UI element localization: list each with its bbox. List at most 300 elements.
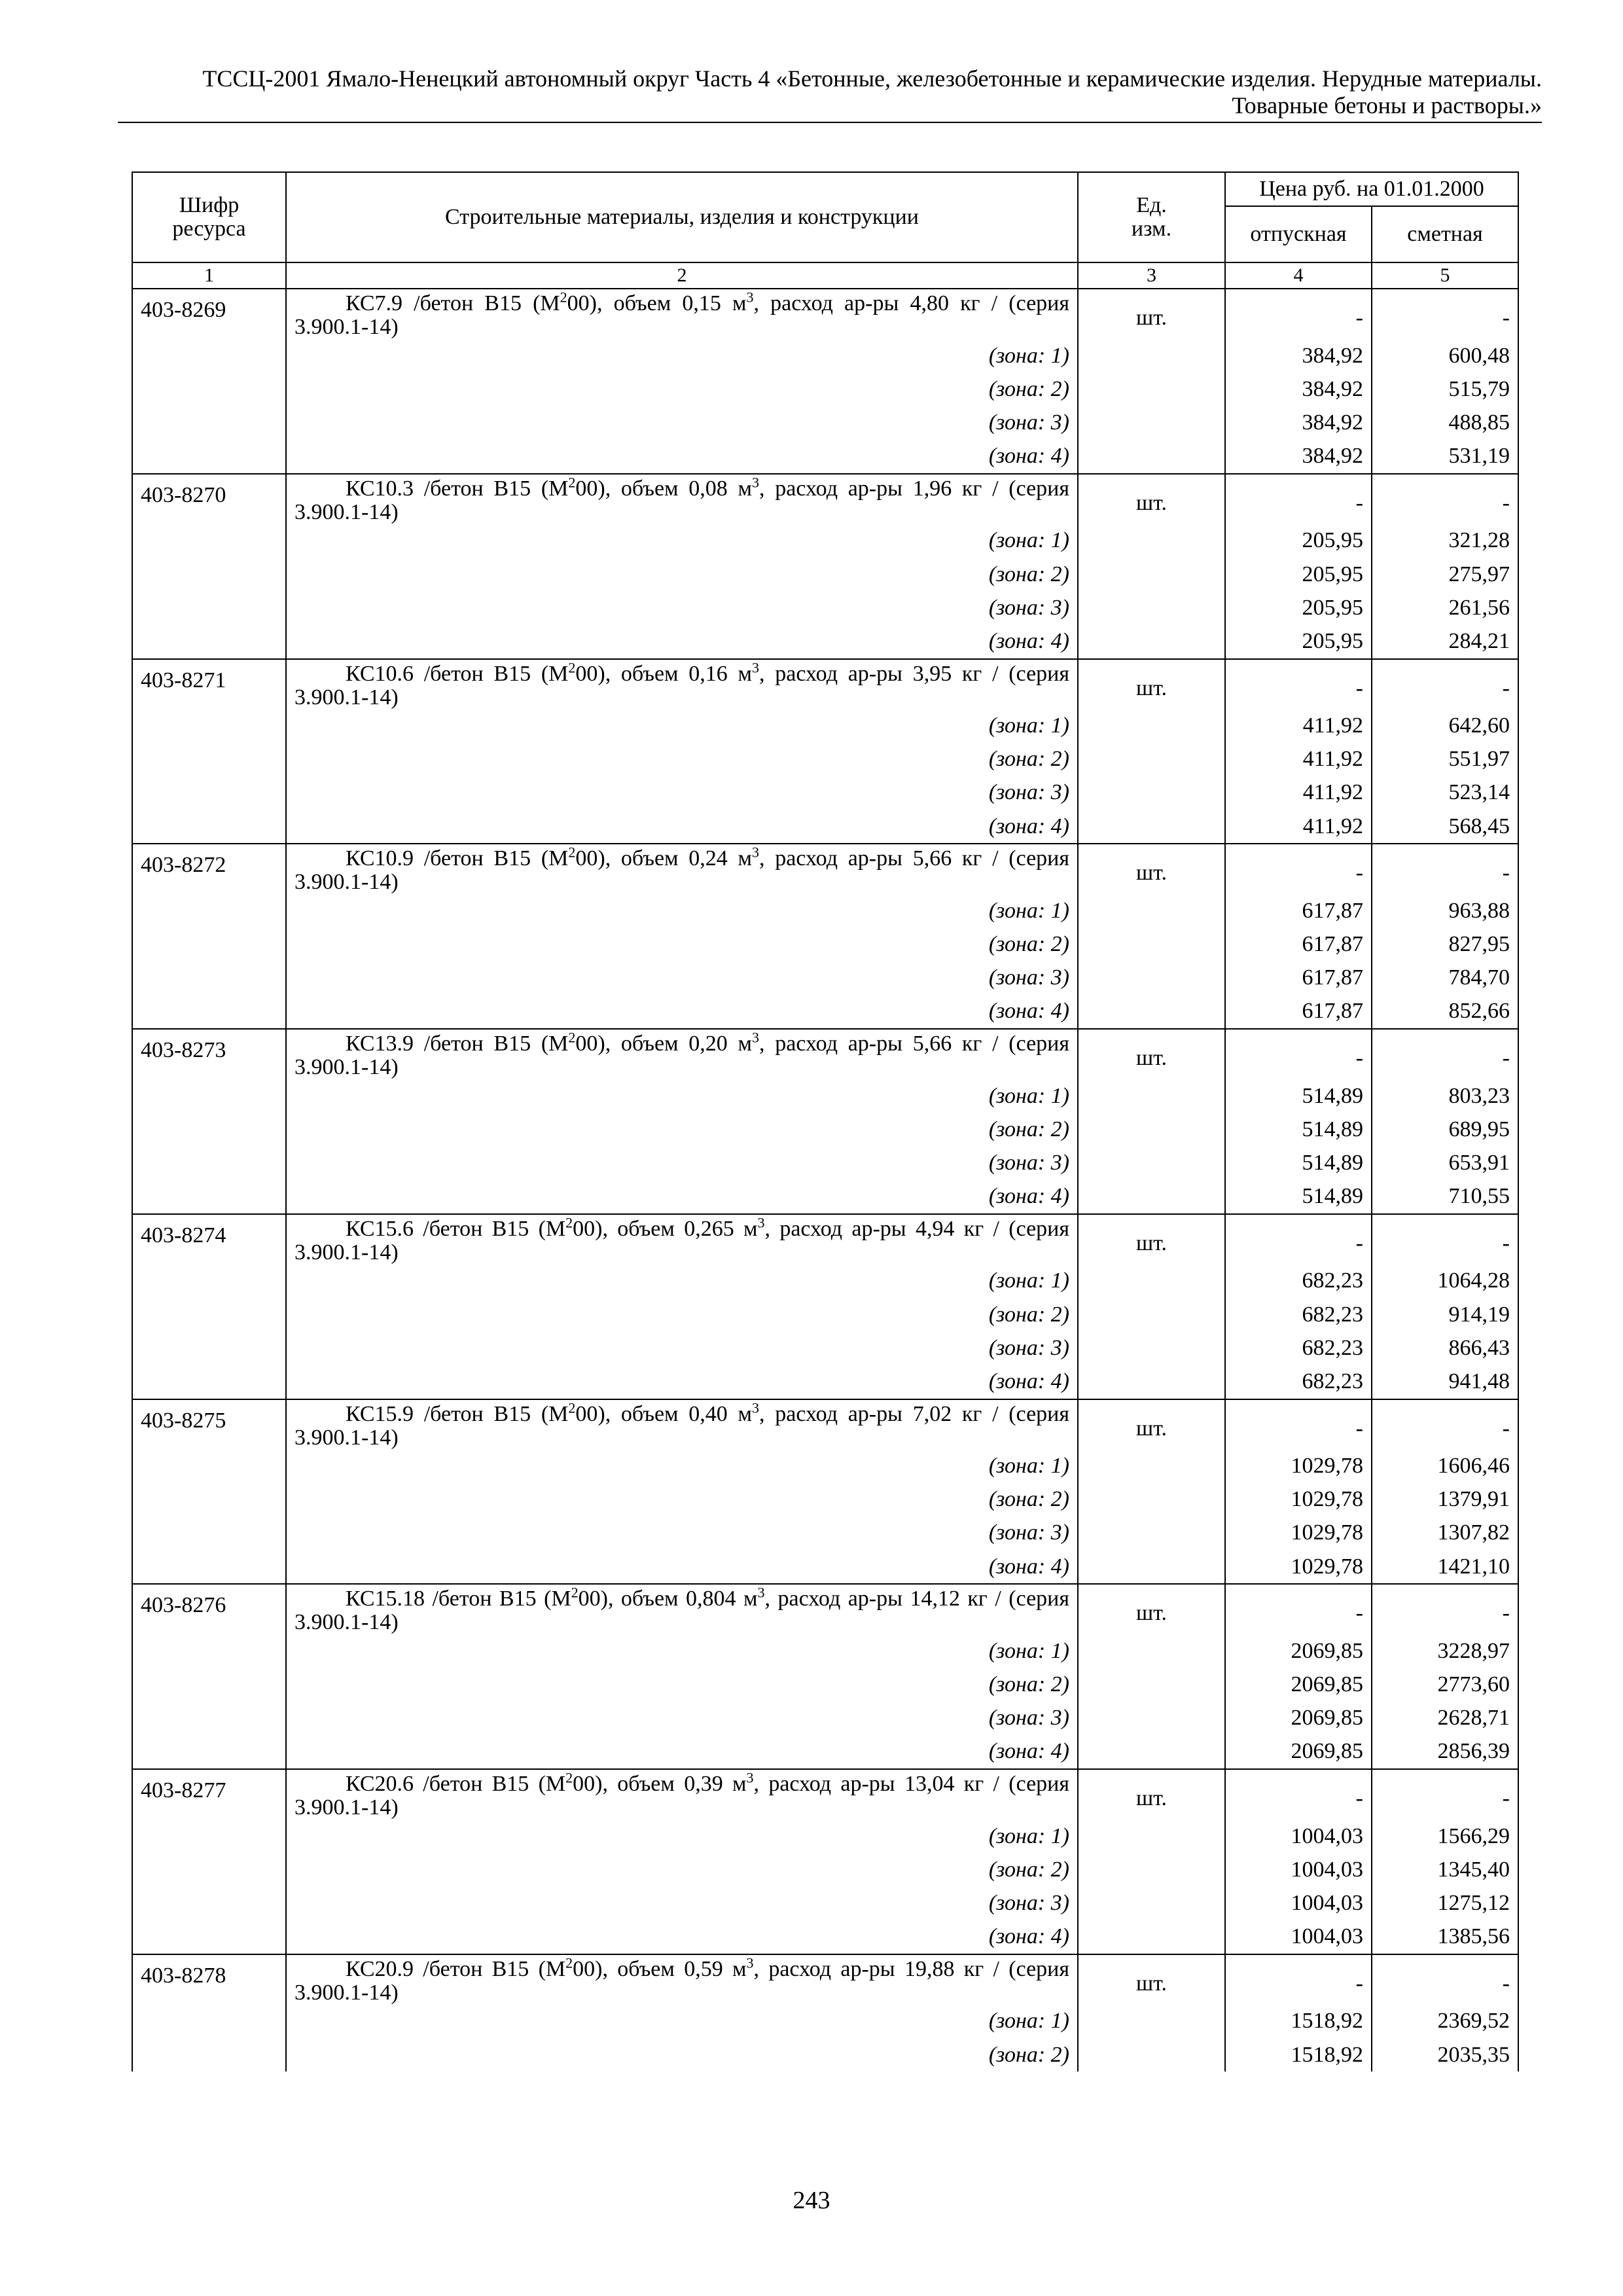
description-part-3: , расход ар-ры 13,04 кг / (серия 3.900.1-14) xyxy=(294,1772,1070,1820)
superscript-3: 3 xyxy=(752,1029,760,1046)
release-price: - xyxy=(1225,1769,1372,1820)
superscript-2: 2 xyxy=(568,659,576,676)
zone-estimate-price: 689,95 xyxy=(1372,1113,1518,1146)
superscript-2: 2 xyxy=(571,1584,579,1601)
superscript-2: 2 xyxy=(565,1769,573,1786)
item-description xyxy=(286,1214,1078,1265)
item-description-text xyxy=(294,474,1070,524)
header-line-1: ТССЦ-2001 Ямало-Ненецкий автономный округ Часть 4 «Бетонные, железобетонные и керамические изделия. Нерудные материалы. xyxy=(202,65,1542,92)
zone-release-price: 1518,92 xyxy=(1225,2038,1372,2072)
item-description xyxy=(286,659,1078,709)
zone-row xyxy=(132,927,1518,961)
description-part-1: КС15.18 /бетон В15 (М xyxy=(346,1587,571,1611)
release-price: - xyxy=(1225,844,1372,894)
superscript-2: 2 xyxy=(565,1214,573,1231)
zone-estimate-price: 2628,71 xyxy=(1372,1702,1518,1735)
zone-estimate-price: 488,85 xyxy=(1372,406,1518,439)
resource-code: 403-8269 xyxy=(132,289,286,474)
zone-release-price: 2069,85 xyxy=(1225,1668,1372,1701)
item-description xyxy=(286,474,1078,524)
zone-release-price: 682,23 xyxy=(1225,1331,1372,1365)
zone-estimate-price: 3228,97 xyxy=(1372,1634,1518,1668)
zone-label: (зона: 1) xyxy=(286,1265,1078,1298)
zone-row xyxy=(132,1702,1518,1735)
description-part-3: , расход ар-ры 4,80 кг / (серия 3.900.1-14) xyxy=(294,291,1070,339)
col-number-4: 4 xyxy=(1225,262,1372,289)
zone-row xyxy=(132,624,1518,658)
zone-estimate-price: 1385,56 xyxy=(1372,1920,1518,1954)
release-price: - xyxy=(1225,1584,1372,1634)
resource-code: 403-8278 xyxy=(132,1954,286,2072)
zone-unit-cell xyxy=(1078,1920,1225,1954)
zone-label: (зона: 1) xyxy=(286,1820,1078,1853)
zone-estimate-price: 284,21 xyxy=(1372,624,1518,658)
zone-label: (зона: 3) xyxy=(286,1886,1078,1920)
zone-row xyxy=(132,1516,1518,1550)
col-name-header: Строительные материалы, изделия и конструкции xyxy=(286,172,1078,262)
zone-label: (зона: 4) xyxy=(286,1550,1078,1584)
zone-row xyxy=(132,1886,1518,1920)
zone-release-price: 1029,78 xyxy=(1225,1550,1372,1584)
superscript-2: 2 xyxy=(560,289,567,306)
release-price: - xyxy=(1225,1029,1372,1079)
zone-release-price: 2069,85 xyxy=(1225,1735,1372,1769)
zone-unit-cell xyxy=(1078,1886,1225,1920)
zone-unit-cell xyxy=(1078,743,1225,776)
unit-cell: шт. xyxy=(1078,1029,1225,1079)
zone-unit-cell xyxy=(1078,1450,1225,1483)
zone-unit-cell xyxy=(1078,591,1225,624)
zone-unit-cell xyxy=(1078,624,1225,658)
zone-unit-cell xyxy=(1078,995,1225,1029)
estimate-price: - xyxy=(1372,289,1518,339)
estimate-price: - xyxy=(1372,1214,1518,1265)
release-price: - xyxy=(1225,659,1372,709)
zone-release-price: 2069,85 xyxy=(1225,1634,1372,1668)
zone-row xyxy=(132,1550,1518,1584)
unit-cell: шт. xyxy=(1078,1399,1225,1450)
zone-label: (зона: 2) xyxy=(286,372,1078,406)
zone-release-price: 514,89 xyxy=(1225,1180,1372,1214)
zone-estimate-price: 261,56 xyxy=(1372,591,1518,624)
zone-label: (зона: 4) xyxy=(286,440,1078,474)
unit-cell: шт. xyxy=(1078,659,1225,709)
zone-unit-cell xyxy=(1078,1146,1225,1179)
table-body xyxy=(132,289,1518,2072)
zone-estimate-price: 710,55 xyxy=(1372,1180,1518,1214)
zone-label: (зона: 3) xyxy=(286,961,1078,995)
superscript-3: 3 xyxy=(746,1954,754,1971)
zone-release-price: 411,92 xyxy=(1225,776,1372,810)
item-description-text xyxy=(294,1584,1070,1635)
col-number-5: 5 xyxy=(1372,262,1518,289)
superscript-2: 2 xyxy=(568,474,576,491)
zone-estimate-price: 1345,40 xyxy=(1372,1853,1518,1886)
zone-row xyxy=(132,1146,1518,1179)
description-part-1: КС10.9 /бетон В15 (М xyxy=(346,846,569,871)
zone-estimate-price: 653,91 xyxy=(1372,1146,1518,1179)
zone-label: (зона: 4) xyxy=(286,995,1078,1029)
superscript-3: 3 xyxy=(752,844,760,861)
item-description-text xyxy=(294,1214,1070,1265)
zone-label: (зона: 3) xyxy=(286,1331,1078,1365)
zone-estimate-price: 2773,60 xyxy=(1372,1668,1518,1701)
col-price-header: Цена руб. на 01.01.2000 xyxy=(1225,172,1518,206)
zone-row xyxy=(132,1079,1518,1113)
description-part-1: КС15.9 /бетон В15 (М xyxy=(346,1401,569,1426)
col-unit-header: Ед. изм. xyxy=(1078,172,1225,262)
zone-row xyxy=(132,1853,1518,1886)
zone-row xyxy=(132,961,1518,995)
release-price: - xyxy=(1225,1214,1372,1265)
zone-release-price: 205,95 xyxy=(1225,558,1372,591)
zone-row xyxy=(132,406,1518,439)
estimate-price: - xyxy=(1372,1029,1518,1079)
zone-unit-cell xyxy=(1078,440,1225,474)
description-part-3: , расход ар-ры 7,02 кг / (серия 3.900.1-14) xyxy=(294,1401,1070,1450)
zone-label: (зона: 2) xyxy=(286,1483,1078,1516)
description-part-2: 00), объем 0,16 м xyxy=(575,661,753,686)
zone-row xyxy=(132,1820,1518,1853)
zone-unit-cell xyxy=(1078,1365,1225,1399)
estimate-price: - xyxy=(1372,844,1518,894)
col-estimate-header: сметная xyxy=(1372,206,1518,262)
estimate-price: - xyxy=(1372,659,1518,709)
zone-release-price: 411,92 xyxy=(1225,743,1372,776)
superscript-3: 3 xyxy=(746,289,754,306)
zone-unit-cell xyxy=(1078,2038,1225,2072)
resource-code: 403-8277 xyxy=(132,1769,286,1954)
zone-release-price: 617,87 xyxy=(1225,961,1372,995)
zone-estimate-price: 963,88 xyxy=(1372,894,1518,927)
zone-label: (зона: 1) xyxy=(286,894,1078,927)
zone-row xyxy=(132,372,1518,406)
unit-cell: шт. xyxy=(1078,1769,1225,1820)
description-part-1: КС20.9 /бетон В15 (М xyxy=(346,1956,566,1981)
zone-label: (зона: 1) xyxy=(286,524,1078,558)
zone-release-price: 617,87 xyxy=(1225,927,1372,961)
zone-release-price: 617,87 xyxy=(1225,894,1372,927)
zone-label: (зона: 3) xyxy=(286,591,1078,624)
estimate-price: - xyxy=(1372,1769,1518,1820)
header-rule xyxy=(118,122,1542,123)
zone-release-price: 411,92 xyxy=(1225,810,1372,844)
item-description xyxy=(286,844,1078,894)
zone-release-price: 205,95 xyxy=(1225,591,1372,624)
superscript-3: 3 xyxy=(757,1214,765,1231)
zone-estimate-price: 1606,46 xyxy=(1372,1450,1518,1483)
description-part-2: 00), объем 0,59 м xyxy=(573,1956,747,1981)
zone-row xyxy=(132,1920,1518,1954)
release-price: - xyxy=(1225,1954,1372,2005)
zone-label: (зона: 1) xyxy=(286,709,1078,743)
zone-label: (зона: 3) xyxy=(286,1146,1078,1179)
zone-row xyxy=(132,1180,1518,1214)
zone-release-price: 205,95 xyxy=(1225,524,1372,558)
zone-estimate-price: 531,19 xyxy=(1372,440,1518,474)
resource-code: 403-8275 xyxy=(132,1399,286,1585)
zone-unit-cell xyxy=(1078,810,1225,844)
unit-cell: шт. xyxy=(1078,289,1225,339)
zone-label: (зона: 3) xyxy=(286,1702,1078,1735)
zone-label: (зона: 2) xyxy=(286,1668,1078,1701)
item-description-text xyxy=(294,659,1070,709)
zone-release-price: 1029,78 xyxy=(1225,1450,1372,1483)
zone-unit-cell xyxy=(1078,1516,1225,1550)
zone-estimate-price: 1566,29 xyxy=(1372,1820,1518,1853)
page-number: 243 xyxy=(793,2187,830,2214)
description-part-3: , расход ар-ры 14,12 кг / (серия 3.900.1-14) xyxy=(294,1587,1070,1635)
zone-label: (зона: 2) xyxy=(286,2038,1078,2072)
item-description-text xyxy=(294,1029,1070,1079)
zone-estimate-price: 784,70 xyxy=(1372,961,1518,995)
zone-unit-cell xyxy=(1078,1113,1225,1146)
zone-release-price: 1004,03 xyxy=(1225,1820,1372,1853)
zone-release-price: 1004,03 xyxy=(1225,1920,1372,1954)
item-description xyxy=(286,1954,1078,2005)
zone-estimate-price: 852,66 xyxy=(1372,995,1518,1029)
superscript-3: 3 xyxy=(757,1584,765,1601)
item-description-text xyxy=(294,844,1070,895)
description-part-3: , расход ар-ры 5,66 кг / (серия 3.900.1-14) xyxy=(294,846,1070,895)
zone-unit-cell xyxy=(1078,2005,1225,2038)
zone-row xyxy=(132,591,1518,624)
zone-estimate-price: 1421,10 xyxy=(1372,1550,1518,1584)
zone-unit-cell xyxy=(1078,1550,1225,1584)
zone-estimate-price: 2369,52 xyxy=(1372,2005,1518,2038)
page-header xyxy=(118,65,1542,119)
description-part-1: КС7.9 /бетон В15 (М xyxy=(346,291,560,315)
zone-estimate-price: 1307,82 xyxy=(1372,1516,1518,1550)
zone-row xyxy=(132,995,1518,1029)
zone-estimate-price: 275,97 xyxy=(1372,558,1518,591)
zone-row xyxy=(132,524,1518,558)
zone-release-price: 682,23 xyxy=(1225,1365,1372,1399)
zone-estimate-price: 1275,12 xyxy=(1372,1886,1518,1920)
zone-label: (зона: 2) xyxy=(286,743,1078,776)
zone-release-price: 1004,03 xyxy=(1225,1853,1372,1886)
zone-unit-cell xyxy=(1078,1265,1225,1298)
zone-row xyxy=(132,1331,1518,1365)
zone-release-price: 682,23 xyxy=(1225,1298,1372,1331)
description-part-1: КС13.9 /бетон В15 (М xyxy=(346,1031,569,1056)
zone-estimate-price: 551,97 xyxy=(1372,743,1518,776)
superscript-3: 3 xyxy=(752,474,760,491)
resource-code: 403-8274 xyxy=(132,1214,286,1399)
zone-label: (зона: 4) xyxy=(286,1180,1078,1214)
estimate-price: - xyxy=(1372,1954,1518,2005)
item-description-text xyxy=(294,289,1070,339)
zone-unit-cell xyxy=(1078,1820,1225,1853)
description-part-1: КС10.3 /бетон В15 (М xyxy=(346,476,569,501)
zone-estimate-price: 568,45 xyxy=(1372,810,1518,844)
description-part-3: , расход ар-ры 19,88 кг / (серия 3.900.1-14) xyxy=(294,1956,1070,2005)
zone-release-price: 1004,03 xyxy=(1225,1886,1372,1920)
zone-estimate-price: 1379,91 xyxy=(1372,1483,1518,1516)
zone-label: (зона: 1) xyxy=(286,339,1078,372)
zone-label: (зона: 4) xyxy=(286,1920,1078,1954)
zone-unit-cell xyxy=(1078,372,1225,406)
zone-release-price: 384,92 xyxy=(1225,339,1372,372)
zone-label: (зона: 2) xyxy=(286,1853,1078,1886)
zone-unit-cell xyxy=(1078,1634,1225,1668)
item-description xyxy=(286,1399,1078,1450)
zone-row xyxy=(132,1483,1518,1516)
zone-row xyxy=(132,810,1518,844)
description-part-1: КС15.6 /бетон В15 (М xyxy=(346,1216,566,1241)
zone-label: (зона: 3) xyxy=(286,776,1078,810)
zone-estimate-price: 803,23 xyxy=(1372,1079,1518,1113)
zone-row xyxy=(132,743,1518,776)
resource-code: 403-8271 xyxy=(132,659,286,844)
superscript-3: 3 xyxy=(752,1399,760,1416)
zone-unit-cell xyxy=(1078,558,1225,591)
zone-estimate-price: 866,43 xyxy=(1372,1331,1518,1365)
zone-release-price: 617,87 xyxy=(1225,995,1372,1029)
zone-release-price: 514,89 xyxy=(1225,1113,1372,1146)
zone-estimate-price: 642,60 xyxy=(1372,709,1518,743)
zone-release-price: 205,95 xyxy=(1225,624,1372,658)
unit-cell: шт. xyxy=(1078,1954,1225,2005)
item-description-text xyxy=(294,1399,1070,1450)
zone-unit-cell xyxy=(1078,1853,1225,1886)
superscript-2: 2 xyxy=(568,1399,576,1416)
zone-unit-cell xyxy=(1078,1331,1225,1365)
unit-cell: шт. xyxy=(1078,844,1225,894)
superscript-2: 2 xyxy=(568,844,576,861)
zone-label: (зона: 2) xyxy=(286,1113,1078,1146)
zone-release-price: 1518,92 xyxy=(1225,2005,1372,2038)
item-description-text xyxy=(294,1954,1070,2005)
zone-unit-cell xyxy=(1078,894,1225,927)
resource-code: 403-8276 xyxy=(132,1584,286,1769)
zone-release-price: 682,23 xyxy=(1225,1265,1372,1298)
zone-row xyxy=(132,339,1518,372)
description-part-2: 00), объем 0,265 м xyxy=(573,1216,758,1241)
zone-release-price: 1029,78 xyxy=(1225,1516,1372,1550)
zone-unit-cell xyxy=(1078,1079,1225,1113)
zone-unit-cell xyxy=(1078,406,1225,439)
zone-unit-cell xyxy=(1078,524,1225,558)
zone-label: (зона: 3) xyxy=(286,1516,1078,1550)
zone-unit-cell xyxy=(1078,1668,1225,1701)
zone-unit-cell xyxy=(1078,709,1225,743)
zone-release-price: 384,92 xyxy=(1225,372,1372,406)
description-part-2: 00), объем 0,39 м xyxy=(573,1772,747,1796)
description-part-2: 00), объем 0,20 м xyxy=(575,1031,753,1056)
zone-release-price: 514,89 xyxy=(1225,1146,1372,1179)
item-description xyxy=(286,1029,1078,1079)
zone-row xyxy=(132,1113,1518,1146)
zone-estimate-price: 523,14 xyxy=(1372,776,1518,810)
zone-label: (зона: 4) xyxy=(286,624,1078,658)
resource-code: 403-8273 xyxy=(132,1029,286,1214)
zone-row xyxy=(132,558,1518,591)
description-part-3: , расход ар-ры 3,95 кг / (серия 3.900.1-14) xyxy=(294,661,1070,709)
description-part-2: 00), объем 0,15 м xyxy=(567,291,747,315)
zone-row xyxy=(132,2038,1518,2072)
zone-estimate-price: 2035,35 xyxy=(1372,2038,1518,2072)
zone-row xyxy=(132,1265,1518,1298)
description-part-1: КС20.6 /бетон В15 (М xyxy=(346,1772,566,1796)
zone-unit-cell xyxy=(1078,961,1225,995)
zone-estimate-price: 321,28 xyxy=(1372,524,1518,558)
zone-release-price: 1029,78 xyxy=(1225,1483,1372,1516)
price-table xyxy=(132,171,1519,2072)
item-description xyxy=(286,289,1078,339)
zone-row xyxy=(132,709,1518,743)
zone-estimate-price: 914,19 xyxy=(1372,1298,1518,1331)
zone-release-price: 2069,85 xyxy=(1225,1702,1372,1735)
zone-row xyxy=(132,894,1518,927)
header-line-2: Товарные бетоны и растворы.» xyxy=(1232,92,1542,118)
zone-release-price: 384,92 xyxy=(1225,440,1372,474)
zone-unit-cell xyxy=(1078,1298,1225,1331)
col-number-1: 1 xyxy=(132,262,286,289)
zone-unit-cell xyxy=(1078,927,1225,961)
description-part-2: 00), объем 0,804 м xyxy=(578,1587,758,1611)
release-price: - xyxy=(1225,289,1372,339)
zone-estimate-price: 827,95 xyxy=(1372,927,1518,961)
zone-label: (зона: 4) xyxy=(286,1365,1078,1399)
zone-label: (зона: 2) xyxy=(286,927,1078,961)
unit-cell: шт. xyxy=(1078,1214,1225,1265)
item-description xyxy=(286,1584,1078,1634)
superscript-2: 2 xyxy=(565,1954,573,1971)
release-price: - xyxy=(1225,1399,1372,1450)
zone-unit-cell xyxy=(1078,1180,1225,1214)
resource-code: 403-8270 xyxy=(132,474,286,659)
zone-label: (зона: 4) xyxy=(286,1735,1078,1769)
zone-unit-cell xyxy=(1078,1483,1225,1516)
col-code-header: Шифр ресурса xyxy=(132,172,286,262)
superscript-3: 3 xyxy=(752,659,760,676)
col-number-2: 2 xyxy=(286,262,1078,289)
zone-label: (зона: 3) xyxy=(286,406,1078,439)
zone-label: (зона: 1) xyxy=(286,1634,1078,1668)
superscript-2: 2 xyxy=(568,1029,576,1046)
zone-unit-cell xyxy=(1078,1735,1225,1769)
zone-release-price: 514,89 xyxy=(1225,1079,1372,1113)
col-number-3: 3 xyxy=(1078,262,1225,289)
estimate-price: - xyxy=(1372,1584,1518,1634)
release-price: - xyxy=(1225,474,1372,524)
description-part-1: КС10.6 /бетон В15 (М xyxy=(346,661,569,686)
unit-cell: шт. xyxy=(1078,1584,1225,1634)
zone-label: (зона: 1) xyxy=(286,1079,1078,1113)
item-description-text xyxy=(294,1769,1070,1820)
zone-row xyxy=(132,440,1518,474)
description-part-2: 00), объем 0,24 м xyxy=(575,846,753,871)
zone-row xyxy=(132,1450,1518,1483)
description-part-3: , расход ар-ры 5,66 кг / (серия 3.900.1-14) xyxy=(294,1031,1070,1079)
zone-estimate-price: 600,48 xyxy=(1372,339,1518,372)
estimate-price: - xyxy=(1372,1399,1518,1450)
zone-row xyxy=(132,1668,1518,1701)
resource-code: 403-8272 xyxy=(132,844,286,1029)
zone-row xyxy=(132,1735,1518,1769)
zone-row xyxy=(132,1298,1518,1331)
zone-release-price: 384,92 xyxy=(1225,406,1372,439)
zone-estimate-price: 941,48 xyxy=(1372,1365,1518,1399)
zone-label: (зона: 4) xyxy=(286,810,1078,844)
estimate-price: - xyxy=(1372,474,1518,524)
zone-label: (зона: 1) xyxy=(286,1450,1078,1483)
zone-unit-cell xyxy=(1078,1702,1225,1735)
zone-row xyxy=(132,1634,1518,1668)
zone-release-price: 411,92 xyxy=(1225,709,1372,743)
superscript-3: 3 xyxy=(746,1769,754,1786)
